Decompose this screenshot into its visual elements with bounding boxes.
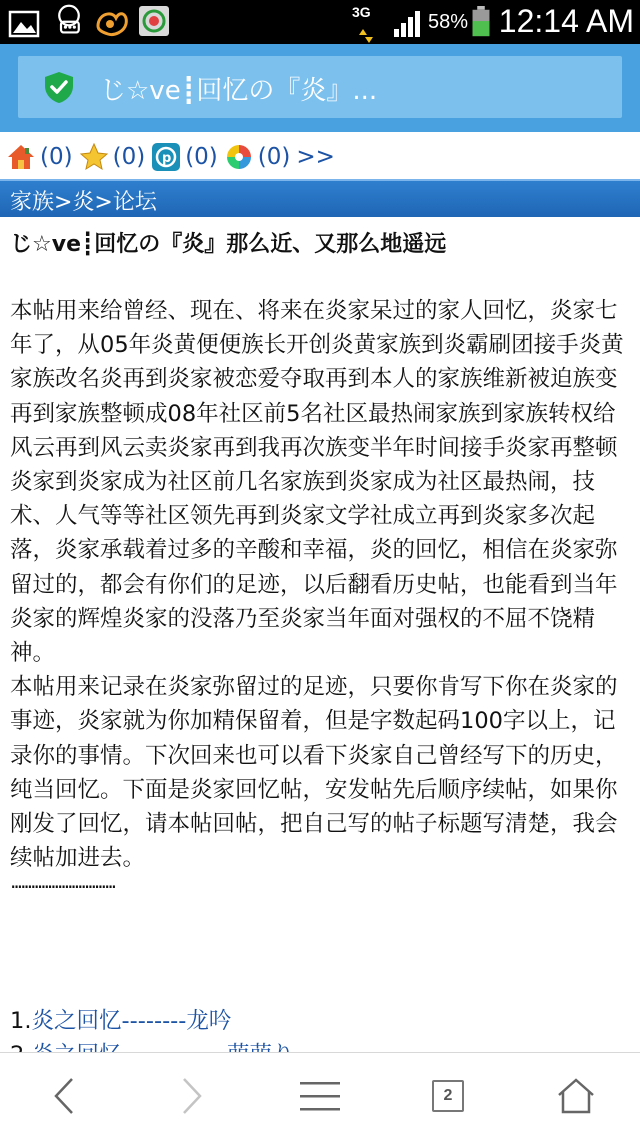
house-count-link[interactable]: (0) [40, 144, 73, 170]
app-badge-icon [138, 5, 170, 37]
tabs-button[interactable] [384, 1053, 512, 1138]
breadcrumb-text[interactable]: 家族>炎>论坛 [10, 190, 157, 215]
p-app-count-link[interactable]: (0) [185, 144, 218, 170]
menu-button[interactable] [256, 1053, 384, 1138]
chevron-left-icon [52, 1076, 76, 1116]
list-item [10, 1004, 630, 1038]
back-button[interactable] [0, 1053, 128, 1138]
signal-strength-icon [392, 8, 424, 40]
hamburger-menu-icon [300, 1080, 340, 1112]
home-icon [556, 1077, 596, 1115]
network-type-indicator: 3G [352, 4, 371, 20]
clock: 12:14 AM [498, 3, 634, 39]
home-button[interactable] [512, 1053, 640, 1138]
p-app-icon[interactable] [151, 142, 181, 172]
more-link[interactable]: >> [296, 144, 335, 170]
page-title-in-address-bar[interactable]: じ☆ve┋回忆の『炎』... [100, 76, 378, 106]
browser-toolbar [0, 44, 640, 132]
breadcrumb [0, 179, 640, 217]
post-title: じ☆ve┋回忆の『炎』那么近、又那么地遥远 [10, 232, 447, 257]
house-icon[interactable] [6, 142, 36, 172]
tab-count-badge: 2 [432, 1080, 464, 1112]
status-bar [0, 0, 640, 44]
security-shield-icon[interactable] [42, 70, 76, 104]
memory-post-link[interactable]: 炎之回忆--------龙吟 [31, 1008, 232, 1034]
dotted-separator: ······························· [10, 877, 115, 898]
star-count-link[interactable]: (0) [112, 144, 146, 170]
forward-button[interactable] [128, 1053, 256, 1138]
chevron-right-icon [180, 1076, 204, 1116]
post-body [10, 294, 634, 897]
list-item-number: 1. [10, 1008, 32, 1034]
bottom-navigation-bar [0, 1052, 640, 1138]
uc-browser-icon [94, 6, 130, 38]
address-bar[interactable] [18, 56, 622, 118]
battery-percent: 58% [428, 11, 469, 33]
qq-chat-icon [52, 4, 86, 36]
battery-icon [470, 6, 492, 38]
colorful-ball-count-link[interactable]: (0) [257, 144, 291, 170]
counter-row [6, 140, 335, 174]
post-paragraph-2: 本帖用来记录在炎家弥留过的足迹，只要你肯写下你在炎家的事迹，炎家就为你加精保留着，但是字数起码100字以上，记录你的事情。下次回来也可以看下炎家自己曾经写下的历史，纯当回忆。下面是炎家回忆帖，安发帖先后顺序续帖，如果你刚发了回忆，请本帖回帖，把自己写的帖子标题写清楚，我会续帖加进去。 [10, 674, 618, 872]
image-icon [8, 8, 40, 40]
svg-text:p: p [162, 151, 172, 166]
post-paragraph-1: 本帖用来给曾经、现在、将来在炎家呆过的家人回忆，炎家七年了，从05年炎黄便便族长开创炎黄家族到炎霸刷团接手炎黄家族改名炎再到炎家被恋爱夺取再到本人的家族维新被迫族变 再到家族整顿成08年社区前5名社区最热闹家族到家族转权给风云再到风云卖炎家再到我再次族变半年时间接手炎家再整顿炎家到炎家成为社区前几名家族到炎家成为社区最热闹，技术、人气等等社区领先再到炎家文学社成立再到炎家多次起落，炎家承载着过多的辛酸和幸福，炎的回忆，相信在炎家弥留过的，都会有你们的足迹，以后翻看历史帖，也能看到当年炎家的辉煌炎家的没落乃至炎家当年面对强权的不屈不饶精神。 [10, 298, 624, 667]
colorful-ball-icon[interactable] [224, 142, 254, 172]
star-icon[interactable] [79, 142, 109, 172]
